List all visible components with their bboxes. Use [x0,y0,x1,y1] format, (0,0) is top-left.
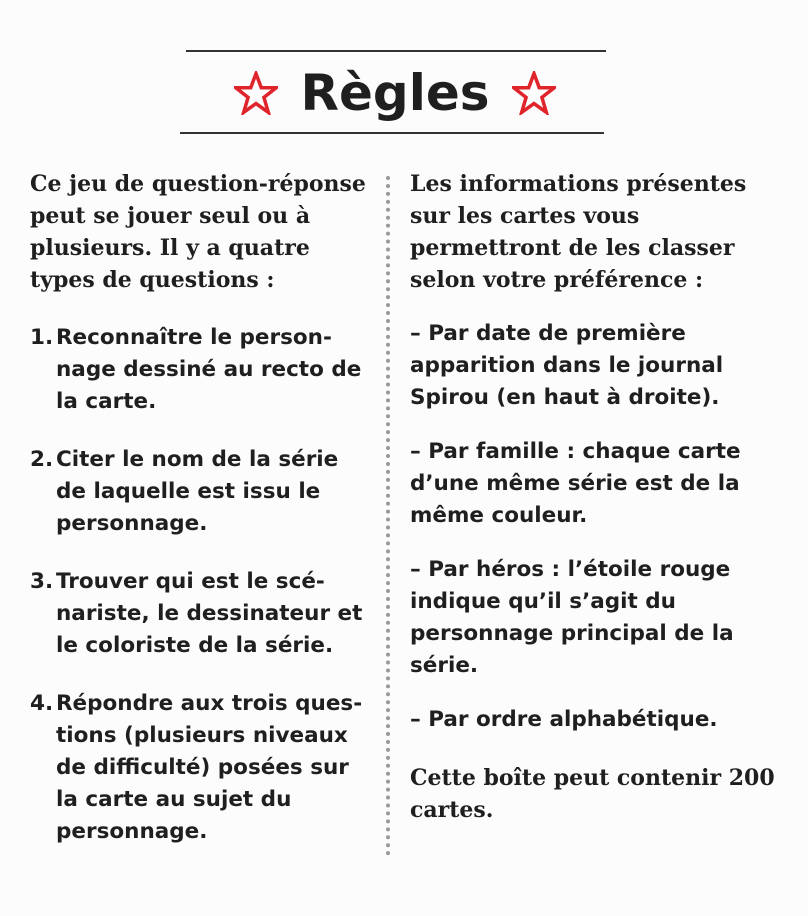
option-alpha: – Par ordre alphabétique. [410,707,718,732]
item-number: 3. [30,569,54,594]
item-number: 1. [30,325,54,350]
star-icon [234,71,278,115]
top-rule [186,50,606,52]
option-hero: – Par héros : l’étoile rouge indique qu’il s’agit du personnage principal de la série. [410,557,734,678]
box-capacity: Cette boîte peut contenir 200 cartes. [410,765,775,823]
item-text: Trouver qui est le scé-nariste, le dessinateur et le coloriste de la série. [56,569,363,658]
left-intro: Ce jeu de question-réponse peut se jouer seul ou à plusieurs. Il y a quatre types de questions : [30,171,366,293]
item-number: 2. [30,447,54,472]
right-intro: Les informations présentes sur les cartes vous permettront de les classer selon votre préférence : [410,171,747,293]
right-column [410,168,790,826]
item-text: Reconnaître le person-nage dessiné au recto de la carte. [56,325,362,414]
title-row [180,58,610,128]
dotted-divider [386,176,390,856]
list-item [30,322,375,418]
item-text: Citer le nom de la série de laquelle est issu le personnage. [56,447,339,536]
page-title: Règles [300,64,490,122]
left-column [30,168,375,874]
option-date: – Par date de première apparition dans le journal Spirou (en haut à droite). [410,321,724,410]
list-item [30,566,375,662]
option-family: – Par famille : chaque carte d’une même série est de la même couleur. [410,439,741,528]
list-item [30,444,375,540]
bottom-rule [180,132,604,134]
list-item [30,688,375,848]
star-icon [512,71,556,115]
item-text: Répondre aux trois ques-tions (plusieurs niveaux de difficulté) posées sur la carte au sujet du personnage. [56,691,363,844]
item-number: 4. [30,691,54,716]
